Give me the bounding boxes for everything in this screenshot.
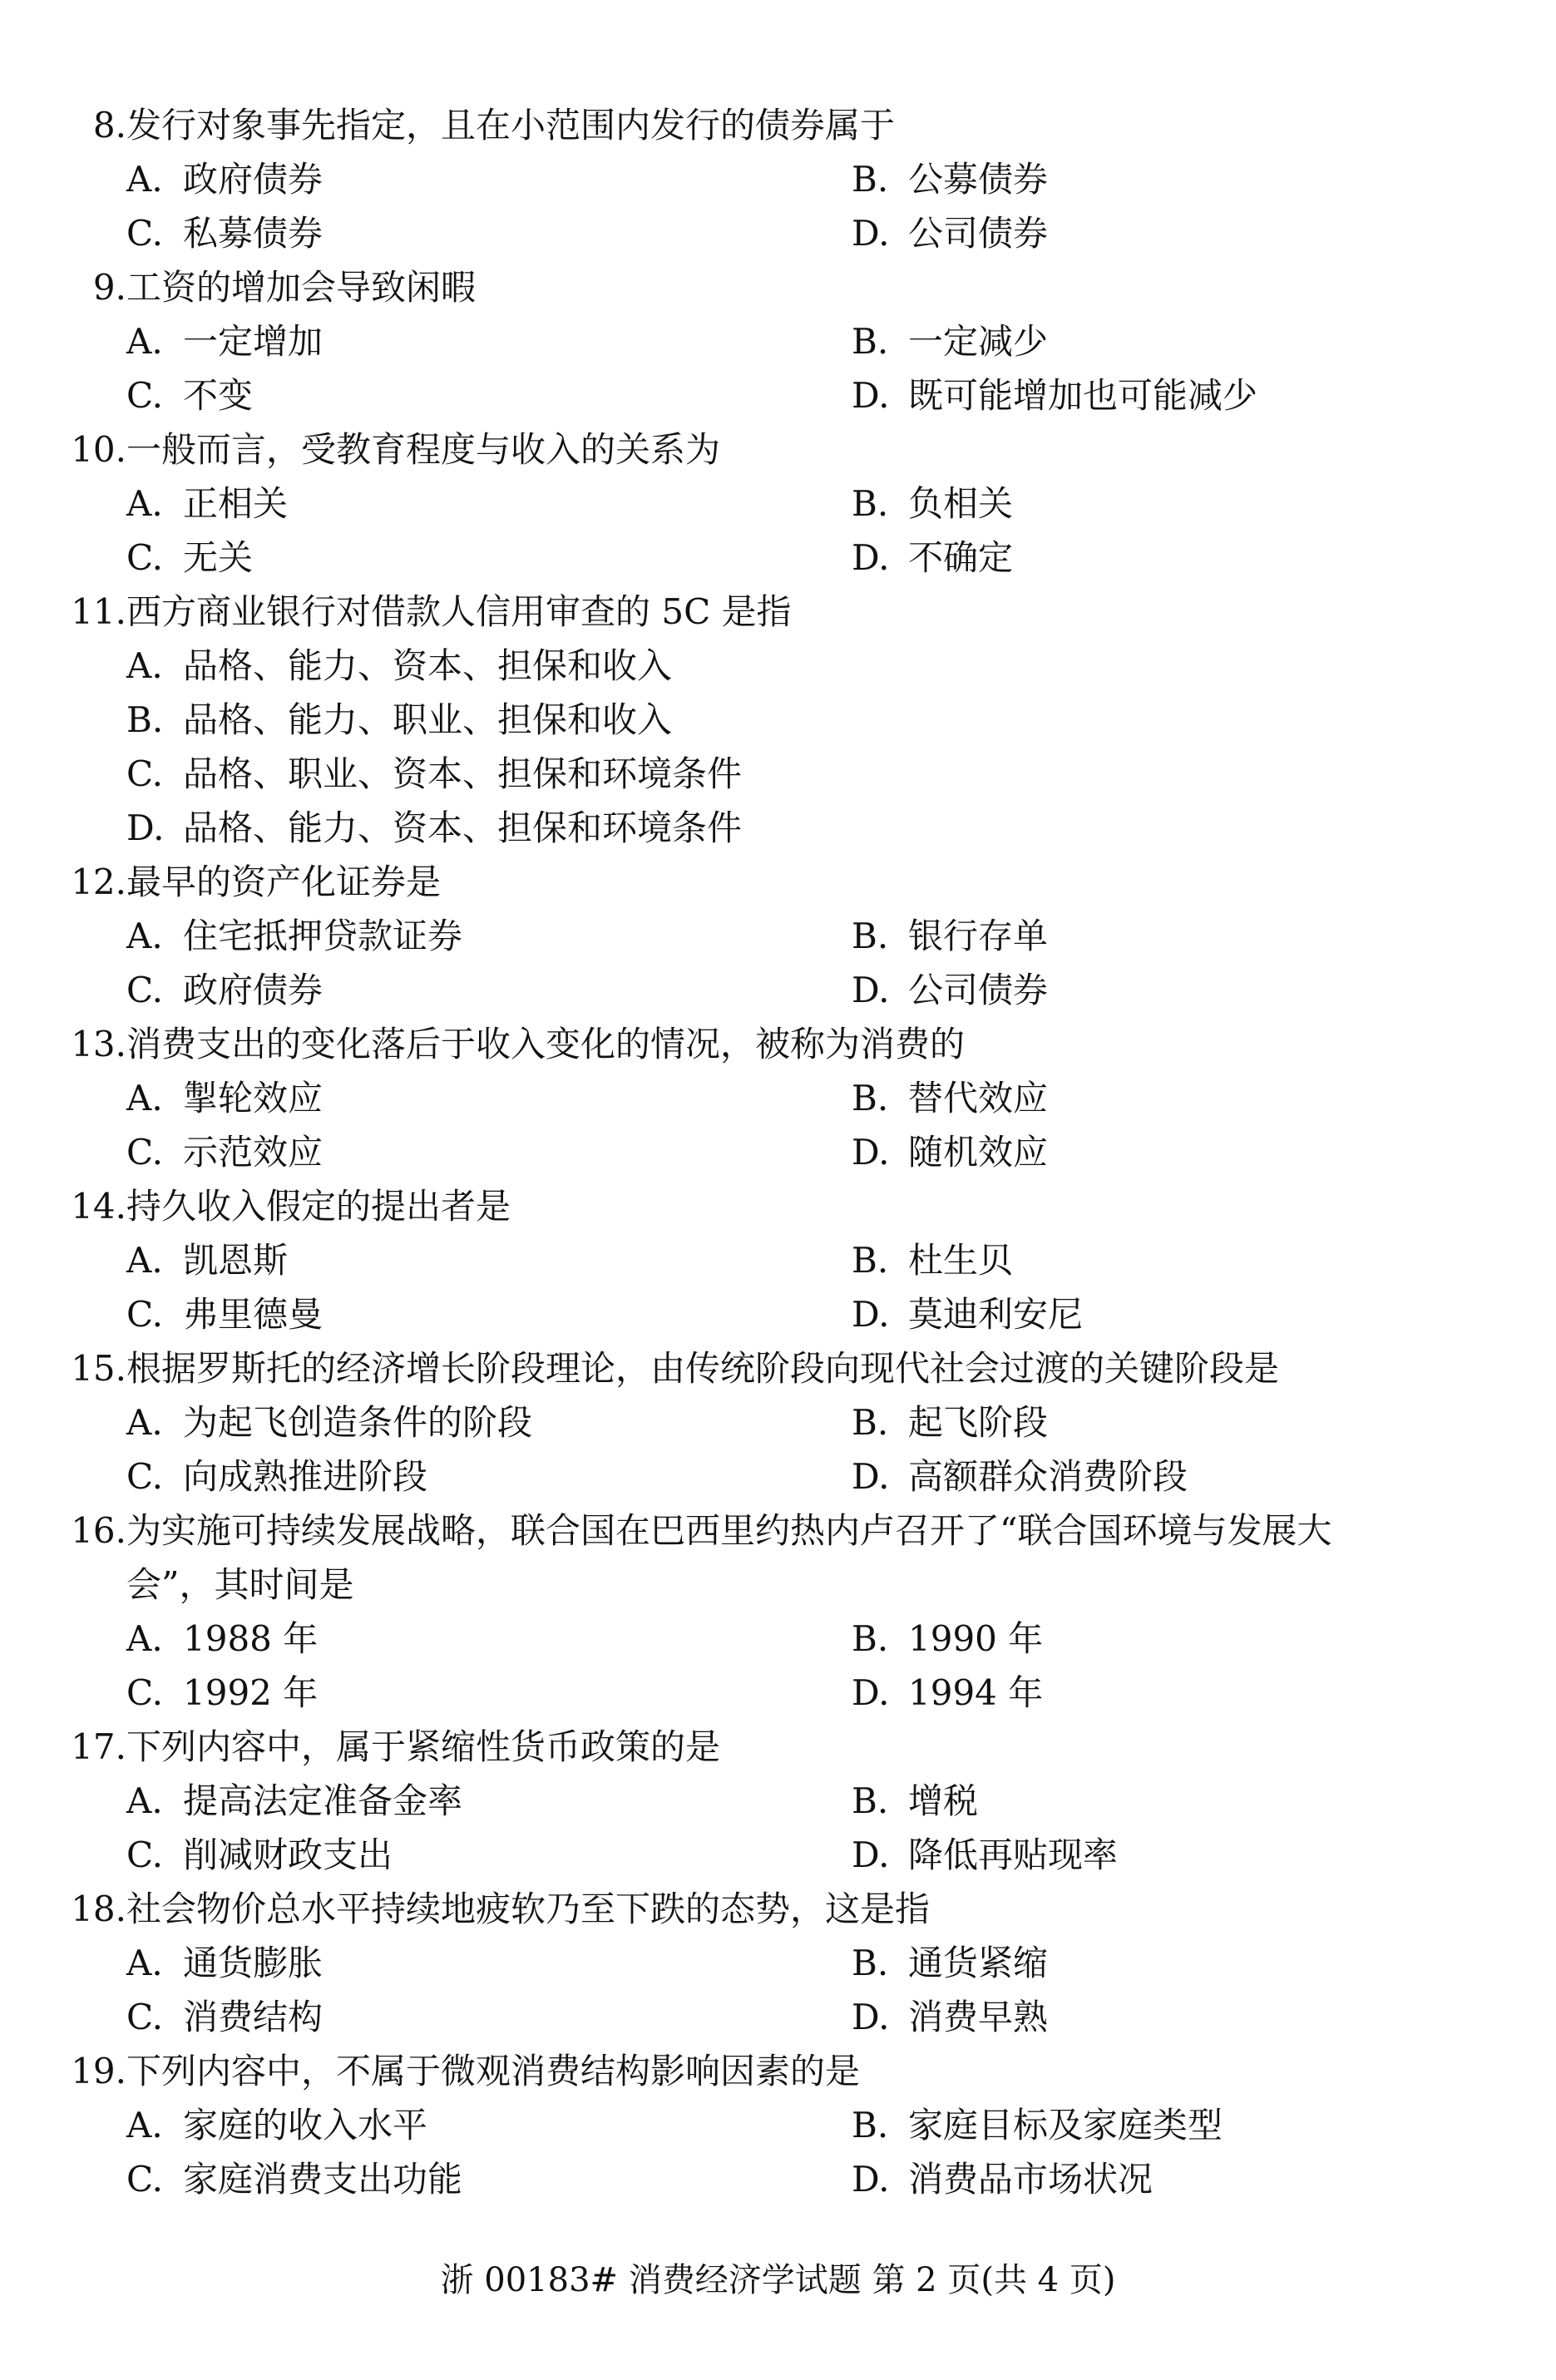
- question-stem: [67, 2044, 1430, 2098]
- question-text: 一般而言，受教育程度与收入的关系为: [126, 429, 721, 470]
- option-text: 削减财政支出: [183, 1834, 393, 1875]
- option-row: [67, 1395, 1430, 1449]
- question-stem: [67, 585, 1430, 639]
- option-letter: D.: [852, 213, 890, 254]
- question-text: 最早的资产化证券是: [126, 862, 442, 902]
- option-a: [126, 476, 852, 531]
- option-letter: D.: [126, 807, 165, 848]
- option-text: 家庭的收入水平: [183, 2105, 428, 2145]
- option-row: [67, 1828, 1430, 1882]
- option-d: [852, 1287, 1083, 1341]
- option-row: [67, 152, 1430, 206]
- option-text: 品格、职业、资本、担保和环境条件: [183, 753, 743, 794]
- option-letter: D.: [852, 1672, 890, 1713]
- option-c: [126, 1449, 852, 1504]
- option-text: 凯恩斯: [183, 1240, 289, 1281]
- question-block: [67, 1179, 1430, 1341]
- option-letter: A.: [126, 1240, 163, 1281]
- option-text: 降低再贴现率: [908, 1834, 1119, 1875]
- option-text: 住宅抵押贷款证券: [183, 916, 463, 956]
- option-d: [852, 1666, 1043, 1720]
- option-c: [126, 1666, 852, 1720]
- option-b: [852, 2098, 1223, 2152]
- option-letter: A.: [126, 483, 163, 524]
- question-stem: [67, 1504, 1430, 1558]
- option-c: [126, 206, 852, 260]
- option-row: [67, 1071, 1430, 1125]
- question-stem: [67, 1882, 1430, 1936]
- option-letter: B.: [852, 2105, 889, 2145]
- option-letter: B.: [852, 1078, 889, 1118]
- option-row: [67, 1774, 1430, 1828]
- option-letter: C.: [126, 213, 163, 254]
- option-a: [126, 1233, 852, 1287]
- question-text: 下列内容中，属于紧缩性货币政策的是: [126, 1726, 721, 1767]
- option-a: [126, 1936, 852, 1990]
- question-stem: [67, 855, 1430, 909]
- option-letter: C.: [126, 2159, 163, 2200]
- option-row: [67, 639, 1430, 693]
- option-letter: B.: [852, 916, 889, 956]
- option-letter: D.: [852, 375, 890, 416]
- question-stem: [67, 422, 1430, 476]
- option-text: 向成熟推进阶段: [183, 1456, 428, 1497]
- question-block: [67, 1504, 1430, 1720]
- option-row: [67, 1233, 1430, 1287]
- option-letter: C.: [126, 375, 163, 416]
- option-letter: C.: [126, 970, 163, 1010]
- option-c: [126, 747, 742, 801]
- option-letter: A.: [126, 1618, 163, 1659]
- question-text: 持久收入假定的提出者是: [126, 1186, 511, 1227]
- option-c: [126, 368, 852, 422]
- option-text: 家庭目标及家庭类型: [908, 2105, 1223, 2145]
- question-number: 17.: [71, 1726, 126, 1767]
- option-text: 为起飞创造条件的阶段: [183, 1402, 533, 1443]
- option-row: [67, 693, 1430, 747]
- option-letter: B.: [126, 699, 164, 740]
- option-b: [852, 314, 1048, 368]
- option-letter: C.: [126, 1997, 163, 2037]
- option-letter: C.: [126, 1132, 163, 1173]
- option-letter: D.: [852, 970, 890, 1010]
- option-text: 起飞阶段: [908, 1402, 1049, 1443]
- option-letter: A.: [126, 1078, 163, 1118]
- option-row: [67, 1612, 1430, 1666]
- question-stem: [67, 1179, 1430, 1233]
- option-letter: D.: [852, 537, 890, 578]
- option-d: [852, 531, 1013, 585]
- question-block: [67, 1341, 1430, 1504]
- question-block: [67, 585, 1430, 855]
- option-row: [67, 747, 1430, 801]
- question-text: 消费支出的变化落后于收入变化的情况，被称为消费的: [126, 1024, 966, 1064]
- question-text-continued: 会”，其时间是: [126, 1564, 354, 1605]
- question-number: 15.: [71, 1348, 126, 1389]
- option-text: 1992 年: [183, 1672, 319, 1713]
- option-letter: C.: [126, 537, 163, 578]
- question-number: 19.: [71, 2051, 126, 2091]
- question-block: [67, 1882, 1430, 2044]
- option-row: [67, 1287, 1430, 1341]
- option-a: [126, 2098, 852, 2152]
- option-d: [852, 1449, 1188, 1504]
- option-text: 政府债券: [183, 970, 324, 1010]
- option-row: [67, 2152, 1430, 2206]
- option-text: 示范效应: [183, 1132, 324, 1173]
- option-text: 不确定: [908, 537, 1014, 578]
- option-text: 不变: [183, 375, 254, 416]
- question-text: 西方商业银行对借款人信用审查的 5C 是指: [126, 591, 792, 632]
- option-a: [126, 1395, 852, 1449]
- option-text: 提高法定准备金率: [183, 1780, 463, 1821]
- option-row: [67, 909, 1430, 963]
- option-text: 无关: [183, 537, 254, 578]
- option-text: 通货膨胀: [183, 1943, 324, 1983]
- question-stem: [67, 1341, 1430, 1395]
- question-text: 社会物价总水平持续地疲软乃至下跌的态势，这是指: [126, 1889, 931, 1929]
- option-text: 品格、能力、职业、担保和收入: [183, 699, 673, 740]
- option-c: [126, 1287, 852, 1341]
- option-letter: A.: [126, 1943, 163, 1983]
- option-letter: C.: [126, 1294, 163, 1335]
- option-text: 高额群众消费阶段: [908, 1456, 1188, 1497]
- option-letter: B.: [852, 321, 889, 362]
- option-row: [67, 963, 1430, 1017]
- page-footer: 浙 00183# 消费经济学试题 第 2 页(共 4 页): [440, 2261, 1116, 2299]
- option-c: [126, 963, 852, 1017]
- option-c: [126, 1828, 852, 1882]
- option-row: [67, 2098, 1430, 2152]
- option-letter: B.: [852, 1780, 889, 1821]
- option-letter: C.: [126, 1456, 163, 1497]
- option-text: 消费早熟: [908, 1997, 1049, 2037]
- option-text: 掣轮效应: [183, 1078, 324, 1118]
- option-text: 既可能增加也可能减少: [908, 375, 1258, 416]
- question-block: [67, 422, 1430, 585]
- option-d: [852, 1990, 1048, 2044]
- option-text: 莫迪利安尼: [908, 1294, 1084, 1335]
- option-letter: B.: [852, 1618, 889, 1659]
- option-letter: B.: [852, 1402, 889, 1443]
- option-c: [126, 531, 852, 585]
- question-block: [67, 855, 1430, 1017]
- question-number: 16.: [71, 1510, 126, 1551]
- option-row: [67, 368, 1430, 422]
- option-a: [126, 1774, 852, 1828]
- option-letter: A.: [126, 916, 163, 956]
- option-row: [67, 1449, 1430, 1504]
- option-c: [126, 2152, 852, 2206]
- option-letter: A.: [126, 1780, 163, 1821]
- option-text: 增税: [908, 1780, 979, 1821]
- option-letter: D.: [852, 1456, 890, 1497]
- option-letter: A.: [126, 159, 163, 200]
- option-letter: D.: [852, 1294, 890, 1335]
- option-letter: B.: [852, 1943, 889, 1983]
- option-text: 公司债券: [908, 213, 1049, 254]
- option-c: [126, 1125, 852, 1179]
- option-row: [67, 206, 1430, 260]
- question-number: 8.: [92, 105, 126, 146]
- option-a: [126, 909, 852, 963]
- option-b: [852, 1774, 978, 1828]
- question-stem: [67, 1017, 1430, 1071]
- option-letter: D.: [852, 1834, 890, 1875]
- option-letter: C.: [126, 753, 163, 794]
- option-text: 一定减少: [908, 321, 1049, 362]
- option-a: [126, 314, 852, 368]
- option-d: [852, 1125, 1048, 1179]
- option-row: [67, 1990, 1430, 2044]
- question-stem: [67, 260, 1430, 314]
- option-row: [67, 801, 1430, 855]
- option-letter: A.: [126, 321, 163, 362]
- option-b: [852, 1612, 1043, 1666]
- option-text: 弗里德曼: [183, 1294, 324, 1335]
- option-letter: B.: [852, 483, 889, 524]
- question-block: [67, 2044, 1430, 2206]
- option-d: [126, 801, 742, 855]
- question-text: 下列内容中，不属于微观消费结构影响因素的是: [126, 2051, 861, 2091]
- option-letter: B.: [852, 1240, 889, 1281]
- option-letter: D.: [852, 2159, 890, 2200]
- option-text: 随机效应: [908, 1132, 1049, 1173]
- option-text: 家庭消费支出功能: [183, 2159, 463, 2200]
- option-text: 公募债券: [908, 159, 1049, 200]
- option-row: [67, 1125, 1430, 1179]
- option-d: [852, 963, 1048, 1017]
- option-letter: A.: [126, 2105, 163, 2145]
- option-d: [852, 206, 1048, 260]
- option-b: [852, 1395, 1048, 1449]
- option-b: [852, 1071, 1048, 1125]
- option-text: 品格、能力、资本、担保和环境条件: [183, 807, 743, 848]
- option-text: 政府债券: [183, 159, 324, 200]
- option-a: [126, 1612, 852, 1666]
- option-text: 杜生贝: [908, 1240, 1014, 1281]
- option-d: [852, 368, 1257, 422]
- question-block: [67, 98, 1430, 260]
- option-text: 1990 年: [908, 1618, 1044, 1659]
- option-a: [126, 152, 852, 206]
- option-text: 公司债券: [908, 970, 1049, 1010]
- option-row: [67, 314, 1430, 368]
- option-letter: C.: [126, 1834, 163, 1875]
- question-number: 13.: [71, 1024, 126, 1064]
- option-b: [852, 476, 1013, 531]
- option-d: [852, 1828, 1118, 1882]
- option-text: 一定增加: [183, 321, 324, 362]
- option-text: 通货紧缩: [908, 1943, 1049, 1983]
- option-row: [67, 531, 1430, 585]
- option-b: [852, 909, 1048, 963]
- question-number: 18.: [71, 1889, 126, 1929]
- option-letter: A.: [126, 645, 163, 686]
- question-block: [67, 1017, 1430, 1179]
- option-row: [67, 1936, 1430, 1990]
- option-text: 1988 年: [183, 1618, 319, 1659]
- option-a: [126, 1071, 852, 1125]
- question-stem: [67, 98, 1430, 152]
- question-text: 为实施可持续发展战略，联合国在巴西里约热内卢召开了“联合国环境与发展大: [126, 1510, 1332, 1551]
- option-text: 1994 年: [908, 1672, 1044, 1713]
- question-number: 10.: [71, 429, 126, 470]
- option-text: 负相关: [908, 483, 1014, 524]
- option-letter: D.: [852, 1132, 890, 1173]
- option-text: 品格、能力、资本、担保和收入: [183, 645, 673, 686]
- question-block: [67, 1720, 1430, 1882]
- option-b: [126, 693, 672, 747]
- option-letter: D.: [852, 1997, 890, 2037]
- question-number: 12.: [71, 862, 126, 902]
- question-text: 根据罗斯托的经济增长阶段理论，由传统阶段向现代社会过渡的关键阶段是: [126, 1348, 1280, 1389]
- option-c: [126, 1990, 852, 2044]
- option-text: 正相关: [183, 483, 289, 524]
- option-b: [852, 1233, 1013, 1287]
- option-text: 银行存单: [908, 916, 1049, 956]
- question-list: [67, 98, 1430, 2206]
- option-letter: A.: [126, 1402, 163, 1443]
- option-d: [852, 2152, 1153, 2206]
- question-block: [67, 260, 1430, 422]
- option-row: [67, 476, 1430, 531]
- option-a: [126, 639, 672, 693]
- question-number: 11.: [71, 591, 126, 632]
- option-letter: B.: [852, 159, 889, 200]
- option-row: [67, 1666, 1430, 1720]
- option-text: 消费结构: [183, 1997, 324, 2037]
- option-text: 替代效应: [908, 1078, 1049, 1118]
- option-text: 消费品市场状况: [908, 2159, 1153, 2200]
- question-stem: [67, 1720, 1430, 1774]
- option-b: [852, 1936, 1048, 1990]
- question-text: 工资的增加会导致闲暇: [126, 267, 477, 308]
- question-number: 14.: [71, 1186, 126, 1227]
- option-letter: C.: [126, 1672, 163, 1713]
- option-b: [852, 152, 1048, 206]
- question-text: 发行对象事先指定，且在小范围内发行的债券属于: [126, 105, 896, 146]
- question-number: 9.: [92, 267, 126, 308]
- option-text: 私募债券: [183, 213, 324, 254]
